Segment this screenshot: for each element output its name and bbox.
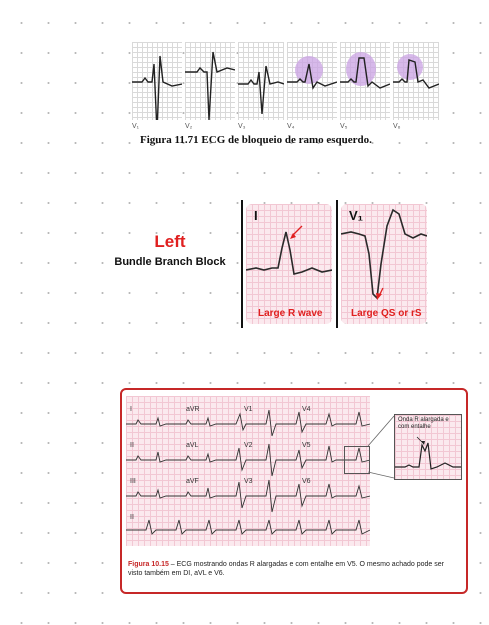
figure-3-caption-text: – ECG mostrando ondas R alargadas e com entalhe em V5. O mesmo achado pode ser visto também em DI, aVL e V6.: [128, 561, 444, 577]
ecg-label-v6: V6: [302, 478, 311, 485]
ecg-trace-v4: [287, 42, 337, 120]
lead-v1-trace: [341, 204, 427, 324]
ecg-panel-v3: [238, 42, 284, 120]
ecg-label-v2: V2: [244, 442, 253, 449]
lead-v1-label: V₁: [349, 208, 364, 223]
figure-3-frame: [120, 388, 468, 594]
lead-label-v2: V₂: [185, 123, 193, 130]
ecg-panel-v1: [132, 42, 182, 120]
ecg-trace-v1: [132, 42, 182, 120]
lead-label-v4: V₄: [287, 123, 295, 130]
lead-v1-caption: Large QS or rS: [351, 308, 422, 319]
zoom-trace: [395, 415, 461, 479]
ecg-label-iii: III: [130, 478, 136, 485]
figure-3-caption: [128, 560, 458, 578]
ecg-label-i: I: [130, 406, 132, 413]
ecg-label-v4: V4: [302, 406, 311, 413]
ecg-trace-v3: [238, 42, 284, 120]
separator-line-middle: [336, 200, 338, 328]
zoom-callout-text: Onda R alargada e com entalhe: [398, 417, 449, 430]
ecg-label-v1: V1: [244, 406, 253, 413]
pointer-arrowhead: [290, 233, 296, 239]
lead-i-label: I: [254, 208, 258, 223]
ecg-panel-v4: [287, 42, 337, 120]
lead-v1-panel: [341, 204, 427, 324]
ecg-trace-v6: [393, 42, 439, 120]
ecg-panel-v2: [185, 42, 235, 120]
lbbb-title: Left: [154, 232, 186, 251]
figure-1-caption: Figura 11.71 ECG de bloqueio de ramo esquerdo.: [140, 134, 372, 146]
ecg-trace-v2: [185, 42, 235, 120]
ecg-label-avf: aVF: [186, 478, 199, 485]
lead-label-v6: V₆: [393, 123, 401, 130]
lead-i-trace: [246, 204, 332, 324]
ecg-trace-v5: [340, 42, 390, 120]
lead-label-v5: V₅: [340, 123, 348, 130]
ecg-panel-v6: [393, 42, 439, 120]
lead-label-v3: V₃: [238, 123, 246, 130]
separator-line-left: [241, 200, 243, 328]
ecg-label-ii: II: [130, 442, 134, 449]
ecg-panel-v5: [340, 42, 390, 120]
figure-3-number: Figura 10.15: [128, 561, 169, 568]
ecg-label-ii-rhythm: II: [130, 514, 134, 521]
lbbb-subtitle: Bundle Branch Block: [114, 256, 226, 268]
ecg-label-avr: aVR: [186, 406, 200, 413]
pointer-arrowhead: [376, 293, 382, 300]
ecg-label-v3: V3: [244, 478, 253, 485]
ecg-label-avl: aVL: [186, 442, 199, 449]
lead-label-v1: V₁: [132, 123, 140, 130]
lead-i-panel: [246, 204, 332, 324]
zoom-inset: [394, 414, 462, 480]
ecg-label-v5: V5: [302, 442, 311, 449]
lead-i-caption: Large R wave: [258, 308, 323, 319]
